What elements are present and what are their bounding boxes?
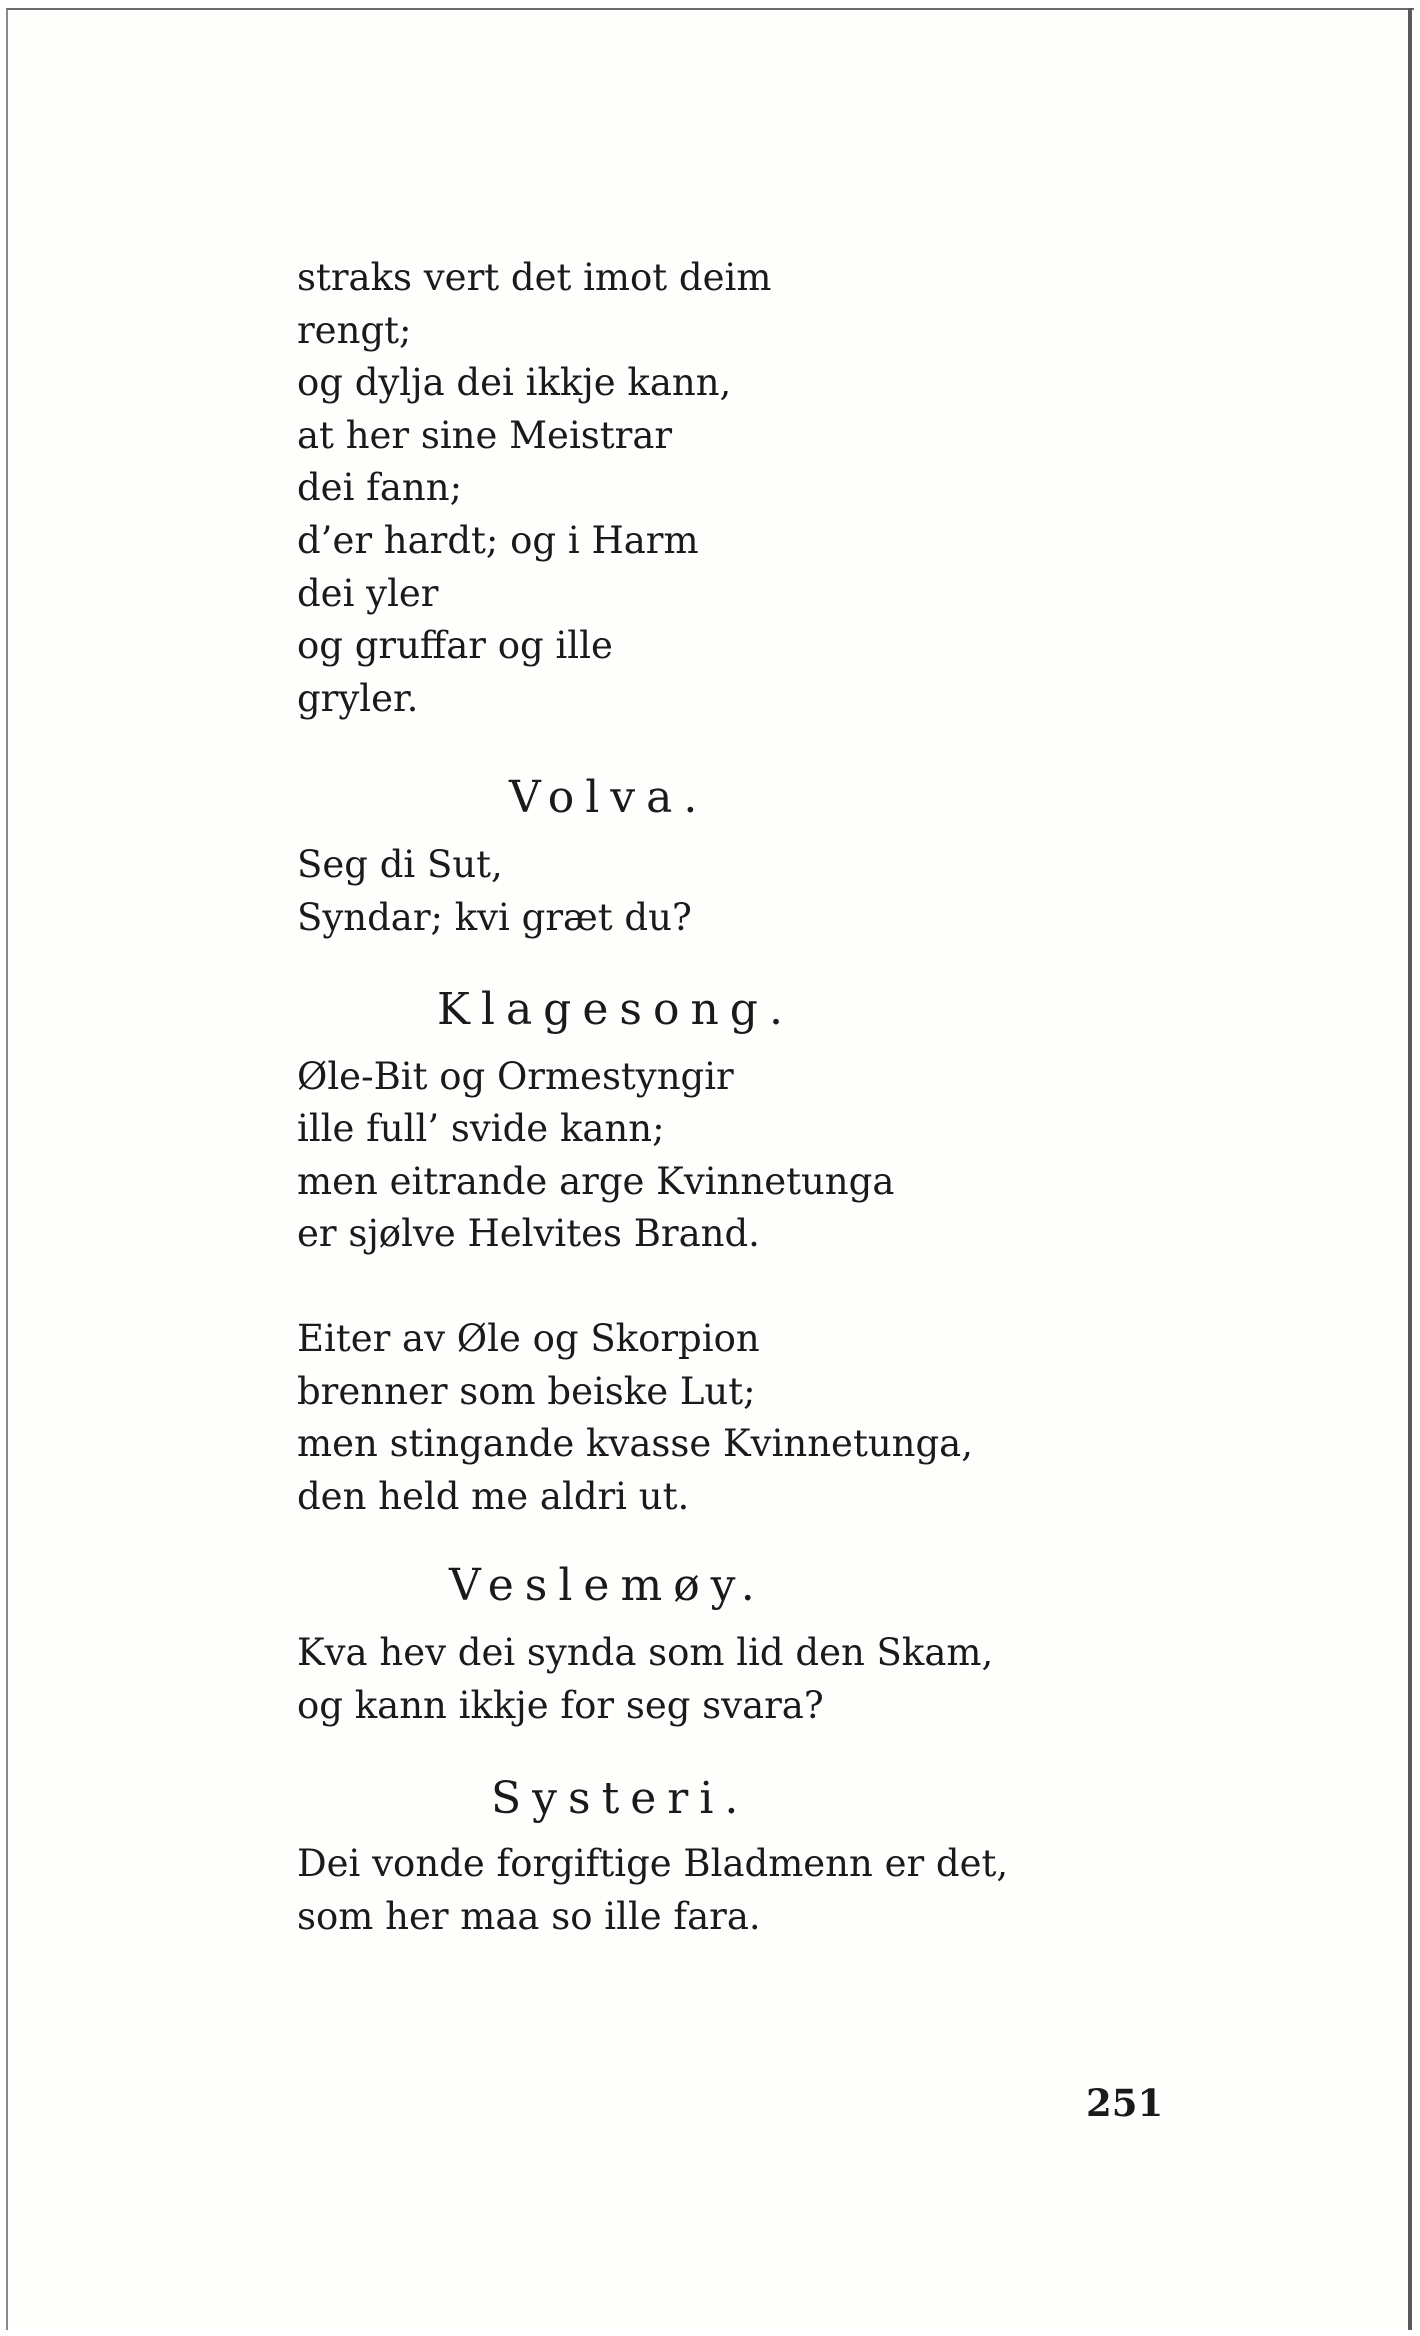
speaker-heading-volva: Volva. bbox=[509, 772, 709, 824]
verse-line: Eiter av Øle og Skorpion bbox=[297, 1316, 760, 1360]
verse-line: at her sine Meistrar bbox=[297, 413, 673, 457]
verse-line: og kann ikkje for seg svara? bbox=[297, 1683, 824, 1727]
stanza-systeri bbox=[297, 1838, 1197, 1943]
verse-line: straks vert det imot deim bbox=[297, 256, 772, 299]
verse-line: og gruffar og ille bbox=[297, 624, 613, 668]
poem-text bbox=[297, 252, 1197, 1944]
verse-line: som her maa so ille fara. bbox=[297, 1895, 761, 1939]
verse-line: men stingande kvasse Kvinnetunga, bbox=[297, 1422, 973, 1466]
speaker-heading-veslemoy: Veslemøy. bbox=[449, 1560, 766, 1612]
speaker-heading-klagesong: Klagesong. bbox=[437, 983, 794, 1035]
verse-line: men eitrande arge Kvinnetunga bbox=[297, 1159, 895, 1203]
verse-line: er sjølve Helvites Brand. bbox=[297, 1212, 760, 1256]
verse-line: ille full’ svide kann; bbox=[297, 1107, 665, 1151]
page-number: 251 bbox=[1086, 2081, 1164, 2125]
stanza-volva bbox=[297, 839, 1197, 944]
verse-line: Syndar; kvi græt du? bbox=[297, 895, 692, 939]
stanza-veslemoy bbox=[297, 1627, 1197, 1732]
speaker-heading-systeri: Systeri. bbox=[491, 1773, 750, 1825]
verse-line: brenner som beiske Lut; bbox=[297, 1369, 756, 1413]
stanza-intro bbox=[297, 252, 1197, 725]
verse-line: Seg di Sut, bbox=[297, 843, 503, 887]
verse-line: dei fann; bbox=[297, 466, 463, 510]
stanza-klagesong-2 bbox=[297, 1313, 1197, 1523]
verse-line: den held me aldri ut. bbox=[297, 1474, 690, 1518]
verse-line: Dei vonde forgiftige Bladmenn er det, bbox=[297, 1842, 1009, 1886]
verse-line: rengt; bbox=[297, 308, 412, 352]
verse-line: gryler. bbox=[297, 676, 419, 720]
verse-line: dei yler bbox=[297, 571, 439, 615]
verse-line: Kva hev dei synda som lid den Skam, bbox=[297, 1631, 994, 1675]
verse-line: og dylja dei ikkje kann, bbox=[297, 361, 732, 405]
verse-line: d’er hardt; og i Harm bbox=[297, 518, 699, 562]
verse-line: Øle-Bit og Ormestyngir bbox=[297, 1054, 734, 1098]
page-edge-shadow bbox=[1408, 8, 1412, 2330]
stanza-klagesong-1 bbox=[297, 1051, 1197, 1261]
